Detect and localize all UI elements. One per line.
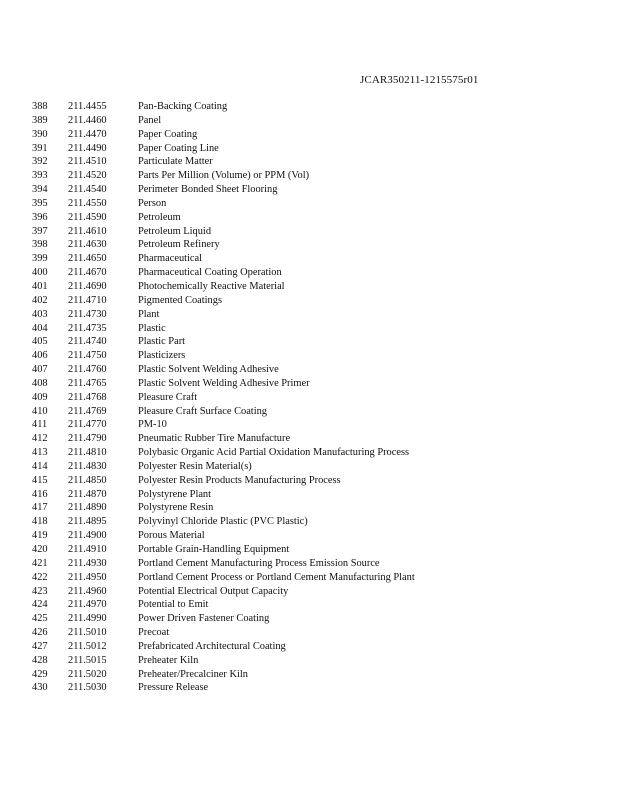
item-number: 402: [32, 294, 48, 306]
item-number: 412: [32, 433, 48, 445]
list-item: [0, 183, 619, 197]
item-number: 408: [32, 377, 48, 389]
section-number: 211.4769: [68, 405, 107, 417]
item-number: 395: [32, 197, 48, 209]
list-item: [0, 446, 619, 460]
item-number: 405: [32, 336, 48, 348]
section-number: 211.4550: [68, 197, 107, 209]
section-number: 211.5012: [68, 640, 107, 652]
item-number: 421: [32, 557, 48, 569]
section-number: 211.4870: [68, 488, 107, 500]
defined-term: Precoat: [138, 627, 170, 639]
item-number: 415: [32, 474, 48, 486]
defined-term: Particulate Matter: [138, 156, 213, 168]
defined-term: Petroleum Refinery: [138, 239, 220, 251]
item-number: 414: [32, 460, 48, 472]
item-number: 390: [32, 128, 48, 140]
list-item: [0, 335, 619, 349]
defined-term: Plastic: [138, 322, 166, 334]
defined-term: Pharmaceutical Coating Operation: [138, 267, 282, 279]
item-number: 411: [32, 419, 48, 431]
item-number: 396: [32, 211, 48, 223]
list-item: [0, 100, 619, 114]
item-number: 428: [32, 654, 48, 666]
defined-term: Portable Grain-Handling Equipment: [138, 544, 290, 555]
defined-term: Porous Material: [138, 530, 205, 542]
section-number: 211.5010: [68, 627, 107, 639]
list-item: [0, 169, 619, 183]
item-number: 416: [32, 488, 48, 500]
list-item: [0, 612, 619, 626]
section-number: 211.4850: [68, 474, 107, 486]
list-item: [0, 557, 619, 571]
defined-term: Potential to Emit: [138, 599, 209, 611]
section-number: 211.4540: [68, 184, 107, 196]
list-item: [0, 571, 619, 585]
defined-term: Polyester Resin Products Manufacturing Process: [138, 474, 341, 486]
item-number: 400: [32, 267, 48, 279]
defined-term: Photochemically Reactive Material: [138, 280, 285, 292]
item-number: 418: [32, 516, 48, 528]
defined-term: Polystyrene Resin: [138, 502, 214, 514]
list-item: [0, 197, 619, 211]
section-number: 211.4830: [68, 460, 107, 472]
list-item: [0, 654, 619, 668]
defined-term: Parts Per Million (Volume) or PPM (Vol): [138, 170, 310, 182]
list-item: [0, 211, 619, 225]
list-item: [0, 405, 619, 419]
item-number: 430: [32, 682, 48, 694]
item-number: 425: [32, 613, 48, 625]
section-number: 211.4740: [68, 336, 107, 348]
item-number: 392: [32, 156, 48, 168]
list-item: [0, 225, 619, 239]
item-number: 409: [32, 391, 48, 403]
section-number: 211.5015: [68, 654, 107, 666]
defined-term: Preheater Kiln: [138, 654, 199, 666]
section-number: 211.4490: [68, 142, 107, 154]
defined-term: Portland Cement Process or Portland Cement Manufacturing Plant: [138, 571, 415, 583]
defined-term: Petroleum: [138, 211, 181, 223]
item-number: 398: [32, 239, 48, 251]
list-item: [0, 294, 619, 308]
list-item: [0, 308, 619, 322]
section-number: 211.4895: [68, 516, 107, 528]
list-item: [0, 585, 619, 599]
section-number: 211.4760: [68, 364, 107, 376]
list-item: [0, 114, 619, 128]
list-item: [0, 432, 619, 446]
defined-term: Plastic Solvent Welding Adhesive Primer: [138, 377, 310, 389]
item-number: 389: [32, 114, 48, 126]
item-number: 399: [32, 253, 48, 265]
list-item: [0, 474, 619, 488]
list-item: [0, 460, 619, 474]
defined-term: Polyvinyl Chloride Plastic (PVC Plastic): [138, 516, 308, 528]
section-number: 211.4670: [68, 267, 107, 279]
list-item: [0, 543, 619, 557]
defined-term: Potential Electrical Output Capacity: [138, 585, 289, 597]
section-number: 211.4690: [68, 280, 107, 292]
list-item: [0, 252, 619, 266]
item-number: 427: [32, 640, 48, 652]
section-number: 211.4810: [68, 447, 107, 459]
item-number: 393: [32, 170, 48, 182]
section-number: 211.4770: [68, 419, 107, 431]
defined-term: Pigmented Coatings: [138, 294, 222, 306]
item-number: 413: [32, 447, 48, 459]
section-number: 211.4610: [68, 225, 107, 237]
item-number: 394: [32, 184, 48, 196]
list-item: [0, 668, 619, 682]
item-number: 391: [32, 142, 48, 154]
section-number: 211.4470: [68, 128, 107, 140]
defined-term: Power Driven Fastener Coating: [138, 613, 270, 625]
section-number: 211.4890: [68, 502, 107, 514]
section-number: 211.4970: [68, 599, 107, 611]
defined-term: Pan-Backing Coating: [138, 101, 228, 112]
section-number: 211.4930: [68, 557, 107, 569]
defined-term: Plastic Part: [138, 336, 186, 348]
item-number: 388: [32, 101, 48, 112]
section-number: 211.4768: [68, 391, 107, 403]
item-number: 422: [32, 571, 48, 583]
item-number: 429: [32, 668, 48, 680]
defined-term: Polybasic Organic Acid Partial Oxidation Manufacturing Process: [138, 447, 410, 459]
list-item: [0, 681, 619, 695]
item-number: 424: [32, 599, 48, 611]
defined-term: Preheater/Precalciner Kiln: [138, 668, 248, 680]
item-number: 407: [32, 364, 48, 376]
list-item: [0, 515, 619, 529]
item-number: 401: [32, 280, 48, 292]
defined-term: Pleasure Craft Surface Coating: [138, 405, 267, 417]
list-item: [0, 377, 619, 391]
section-number: 211.5030: [68, 682, 107, 694]
section-number: 211.4900: [68, 530, 107, 542]
list-item: [0, 488, 619, 502]
list-item: [0, 529, 619, 543]
item-number: 419: [32, 530, 48, 542]
item-number: 404: [32, 322, 48, 334]
item-number: 420: [32, 544, 48, 555]
defined-term: Panel: [138, 114, 162, 126]
list-item: [0, 349, 619, 363]
section-number: 211.4710: [68, 294, 107, 306]
section-number: 211.4730: [68, 308, 107, 320]
defined-term: Plant: [138, 308, 160, 320]
defined-term: Plastic Solvent Welding Adhesive: [138, 364, 279, 376]
list-item: [0, 128, 619, 142]
section-number: 211.4460: [68, 114, 107, 126]
defined-term: PM-10: [138, 419, 167, 431]
defined-term: Petroleum Liquid: [138, 225, 212, 237]
document-id: JCAR350211-1215575r01: [360, 74, 479, 86]
section-number: 211.4990: [68, 613, 107, 625]
defined-term: Plasticizers: [138, 350, 186, 362]
item-number: 403: [32, 308, 48, 320]
section-number: 211.4510: [68, 156, 107, 168]
section-number: 211.4455: [68, 101, 107, 112]
defined-term: Paper Coating: [138, 128, 198, 140]
list-item: [0, 155, 619, 169]
defined-term: Pharmaceutical: [138, 253, 203, 265]
list-item: [0, 598, 619, 612]
section-number: 211.4520: [68, 170, 107, 182]
defined-term: Polyester Resin Material(s): [138, 460, 252, 472]
section-number: 211.4650: [68, 253, 107, 265]
list-item: [0, 626, 619, 640]
list-item: [0, 280, 619, 294]
defined-term: Pleasure Craft: [138, 391, 198, 403]
section-number: 211.4590: [68, 211, 107, 223]
defined-term: Pneumatic Rubber Tire Manufacture: [138, 433, 291, 445]
section-number: 211.4630: [68, 239, 107, 251]
defined-term: Paper Coating Line: [138, 142, 219, 154]
section-number: 211.4735: [68, 322, 107, 334]
section-number: 211.4750: [68, 350, 107, 362]
section-number: 211.4765: [68, 377, 107, 389]
list-item: [0, 322, 619, 336]
definitions-list: [0, 100, 619, 695]
list-item: [0, 640, 619, 654]
section-number: 211.4960: [68, 585, 107, 597]
list-item: [0, 238, 619, 252]
section-number: 211.4790: [68, 433, 107, 445]
section-number: 211.4910: [68, 544, 107, 555]
section-number: 211.5020: [68, 668, 107, 680]
item-number: 417: [32, 502, 48, 514]
list-item: [0, 142, 619, 156]
defined-term: Perimeter Bonded Sheet Flooring: [138, 184, 278, 196]
item-number: 397: [32, 225, 48, 237]
section-number: 211.4950: [68, 571, 107, 583]
list-item: [0, 418, 619, 432]
list-item: [0, 363, 619, 377]
list-item: [0, 266, 619, 280]
item-number: 426: [32, 627, 48, 639]
item-number: 423: [32, 585, 48, 597]
defined-term: Polystyrene Plant: [138, 488, 212, 500]
item-number: 406: [32, 350, 48, 362]
defined-term: Prefabricated Architectural Coating: [138, 640, 286, 652]
item-number: 410: [32, 405, 48, 417]
defined-term: Pressure Release: [138, 682, 209, 694]
list-item: [0, 391, 619, 405]
list-item: [0, 501, 619, 515]
defined-term: Person: [138, 197, 167, 209]
defined-term: Portland Cement Manufacturing Process Emission Source: [138, 557, 380, 569]
